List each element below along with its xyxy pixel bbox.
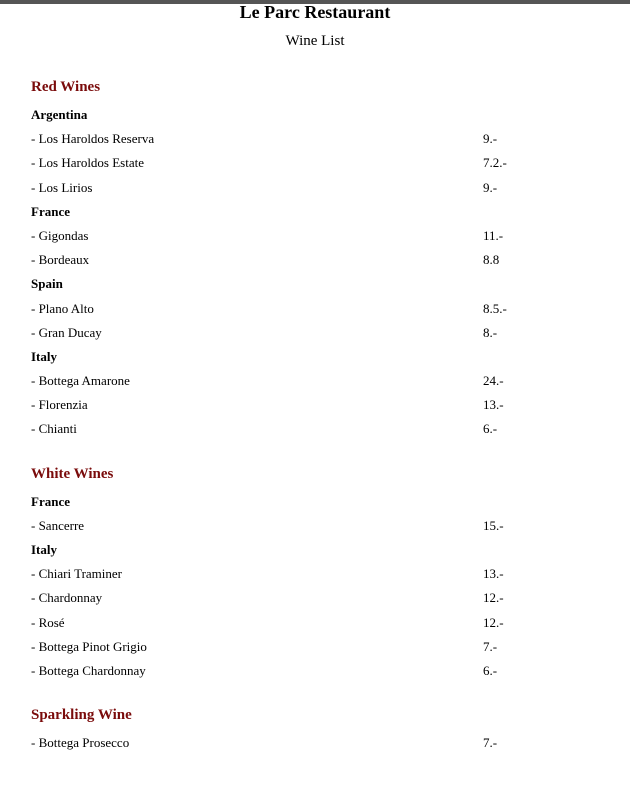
section-white-wines xyxy=(31,464,591,684)
wine-price: 24.- xyxy=(483,373,504,389)
wine-item xyxy=(31,731,591,755)
region-group xyxy=(31,200,591,273)
wine-name: - Gigondas xyxy=(31,227,89,243)
wine-item xyxy=(31,127,591,151)
wine-item xyxy=(31,297,591,321)
wine-price: 7.- xyxy=(483,638,498,654)
wine-item xyxy=(31,248,591,272)
wine-price: 12.- xyxy=(483,614,504,630)
wine-price: 9.- xyxy=(483,179,498,195)
region-group xyxy=(31,103,591,200)
wine-item xyxy=(31,417,591,441)
section-title: White Wines xyxy=(31,465,114,482)
wine-item xyxy=(31,562,591,586)
wine-name: - Rosé xyxy=(31,614,65,630)
wine-price: 8.- xyxy=(483,324,498,340)
wine-name: - Bottega Chardonnay xyxy=(31,662,146,678)
wine-price: 7.- xyxy=(483,735,498,751)
region-group xyxy=(31,272,591,345)
wine-price: 8.5.- xyxy=(483,300,507,316)
region-label: Italy xyxy=(31,542,57,557)
wine-price: 13.- xyxy=(483,397,504,413)
wine-item xyxy=(31,586,591,610)
wine-price: 15.- xyxy=(483,517,504,533)
section-red-wines xyxy=(31,77,591,442)
wine-name: - Sancerre xyxy=(31,517,85,533)
wine-item xyxy=(31,369,591,393)
region-label: France xyxy=(31,493,70,509)
region-group xyxy=(31,490,591,538)
wine-name: - Bordeaux xyxy=(31,252,90,268)
section-title: Sparkling Wine xyxy=(31,707,132,724)
region-group xyxy=(31,345,591,442)
region-group xyxy=(31,731,591,755)
section-sparkling-wine xyxy=(31,705,591,755)
wine-name: - Florenzia xyxy=(31,397,88,413)
wine-name: - Los Haroldos Reserva xyxy=(31,131,155,147)
wine-name: - Chardonnay xyxy=(31,590,103,606)
wine-item xyxy=(31,393,591,417)
region-group xyxy=(31,538,591,683)
region-label: Spain xyxy=(31,276,63,292)
page-subtitle: Wine List xyxy=(285,33,345,49)
wine-price: 7.2.- xyxy=(483,155,507,171)
wine-name: - Chianti xyxy=(31,421,77,437)
page-title: Le Parc Restaurant xyxy=(239,2,391,22)
wine-name: - Plano Alto xyxy=(31,300,94,316)
wine-item xyxy=(31,635,591,659)
wine-price: 9.- xyxy=(483,131,498,147)
wine-item xyxy=(31,514,591,538)
wine-item xyxy=(31,151,591,175)
wine-item xyxy=(31,224,591,248)
wine-name: - Los Lirios xyxy=(31,179,93,195)
wine-item xyxy=(31,611,591,635)
region-label: France xyxy=(31,203,70,219)
wine-price: 8.8 xyxy=(483,252,500,268)
wine-price: 6.- xyxy=(483,421,498,437)
wine-item xyxy=(31,176,591,200)
region-label: Italy xyxy=(31,348,57,364)
section-title: Red Wines xyxy=(31,79,101,95)
wine-item xyxy=(31,659,591,683)
wine-price: 11.- xyxy=(483,227,504,243)
wine-name: - Bottega Prosecco xyxy=(31,735,130,751)
wine-name: - Bottega Pinot Grigio xyxy=(31,638,147,654)
region-label: Argentina xyxy=(31,107,88,122)
wine-name: - Bottega Amarone xyxy=(31,373,130,389)
wine-list xyxy=(31,77,591,755)
wine-price: 6.- xyxy=(483,662,498,678)
wine-price: 13.- xyxy=(483,566,504,582)
wine-name: - Los Haroldos Estate xyxy=(31,155,145,171)
wine-price: 12.- xyxy=(483,590,504,606)
wine-name: - Gran Ducay xyxy=(31,324,102,340)
wine-item xyxy=(31,321,591,345)
wine-name: - Chiari Traminer xyxy=(31,566,122,582)
